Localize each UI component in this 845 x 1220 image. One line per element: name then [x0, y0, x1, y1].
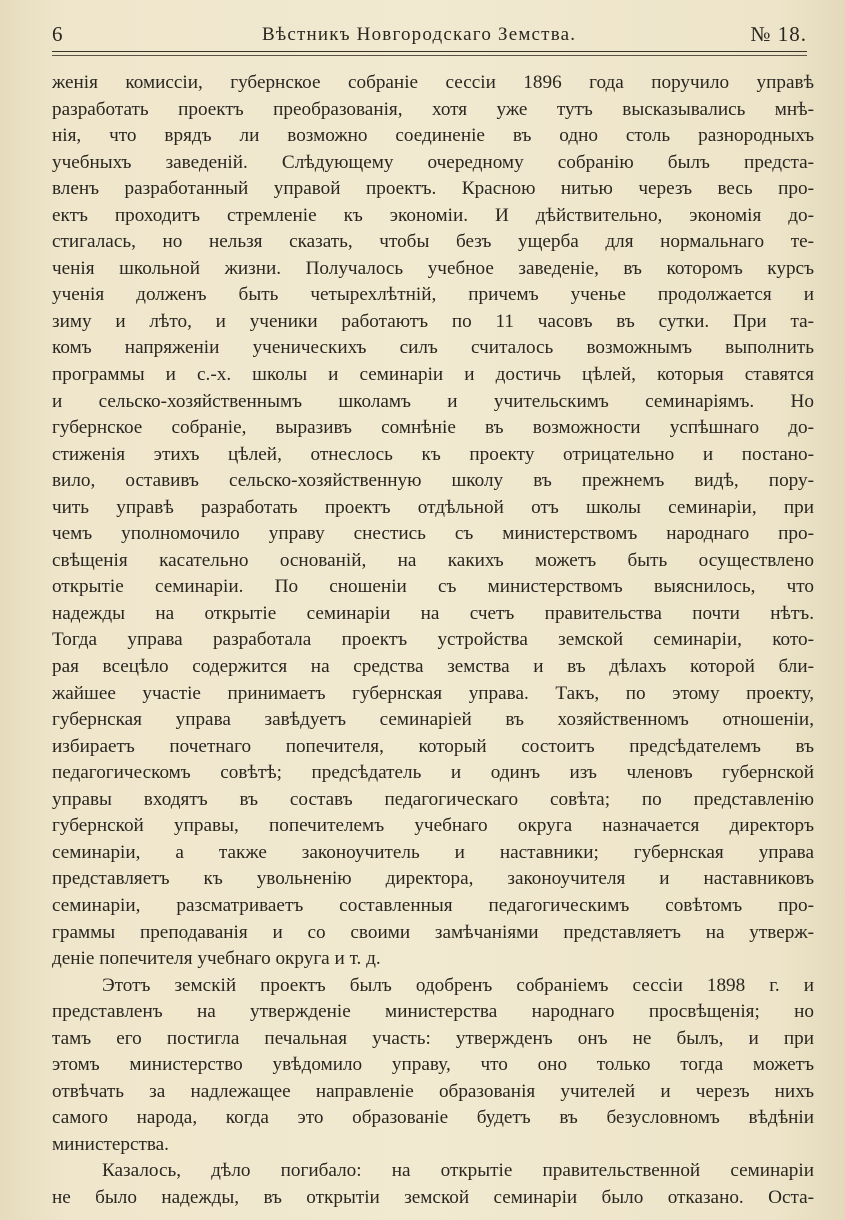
text-line: граммы преподаванія и со своими замѣчаніями представляетъ на утверж- — [52, 921, 814, 943]
text-line: педагогическомъ совѣтѣ; предсѣдатель и одинъ изъ членовъ губернской — [52, 762, 814, 784]
running-header — [52, 22, 815, 52]
body-text — [52, 70, 814, 1212]
paragraph — [52, 70, 814, 973]
header-rule — [52, 51, 807, 52]
text-line: стигалась, но нельзя сказать, чтобы безъ ущерба для нормальнаго те- — [52, 231, 814, 253]
text-line: ектъ проходитъ стремленіе къ экономіи. И дѣйствительно, экономія до- — [52, 204, 814, 226]
text-line: женія комиссіи, губернское собраніе сессіи 1896 года поручило управѣ — [52, 72, 814, 93]
text-line: открытіе семинаріи. По сношеніи съ министерствомъ выяснилось, что — [52, 576, 814, 598]
text-line: губернской управы, попечителемъ учебнаго округа назначается директоръ — [52, 815, 814, 837]
text-line: ченія школьной жизни. Получалось учебное заведеніе, въ которомъ курсъ — [52, 257, 814, 279]
journal-title: Вѣстникъ Новгородскаго Земства. — [262, 24, 577, 45]
text-line: надежды на открытіе семинаріи на счетъ правительства почти нѣтъ. — [52, 602, 814, 624]
text-line: разработать проектъ преобразованія, хотя уже тутъ высказывались мнѣ- — [52, 98, 814, 120]
text-line: тамъ его постигла печальная участь: утвержденъ онъ не былъ, и при — [52, 1027, 814, 1049]
text-line: губернская управа завѣдуетъ семинаріей въ хозяйственномъ отношеніи, — [52, 709, 814, 731]
text-line: Этотъ земскій проектъ былъ одобренъ собраніемъ сессіи 1898 г. и — [102, 974, 814, 996]
text-line: представляетъ къ увольненію директора, законоучителя и наставниковъ — [52, 868, 814, 890]
text-line: не было надежды, въ открытіи земской семинаріи было отказано. Оста- — [52, 1186, 814, 1208]
text-line: и сельско-хозяйственнымъ школамъ и учительскимъ семинаріямъ. Но — [52, 390, 814, 412]
issue-number: № 18. — [750, 22, 807, 46]
text-line: семинаріи, разсматриваетъ составленныя педагогическимъ совѣтомъ про- — [52, 894, 814, 916]
text-line: ученія долженъ быть четырехлѣтній, причемъ ученье продолжается и — [52, 284, 814, 306]
text-line: рая всецѣло содержится на средства земства и въ дѣлахъ которой бли- — [52, 656, 814, 678]
text-line: чемъ уполномочило управу снестись съ министерствомъ народнаго про- — [52, 523, 814, 545]
text-line: представленъ на утвержденіе министерства народнаго просвѣщенія; но — [52, 1001, 814, 1023]
text-line: вило, оставивъ сельско-хозяйственную школу въ прежнемъ видѣ, пору- — [52, 470, 814, 492]
text-line: Тогда управа разработала проектъ устройства земской семинаріи, кото- — [52, 629, 814, 651]
text-line: семинаріи, а также законоучитель и наставники; губернская управа — [52, 841, 814, 863]
text-line: стиженія этихъ цѣлей, отнеслось къ проекту отрицательно и постано- — [52, 443, 814, 465]
paragraph — [52, 1158, 814, 1211]
page-number: 6 — [52, 22, 63, 46]
text-line: министерства. — [52, 1133, 169, 1155]
text-line: управы входятъ въ составъ педагогическаго совѣта; по представленію — [52, 788, 814, 810]
text-line: нія, что врядъ ли возможно соединеніе въ одно столь разнородныхъ — [52, 125, 814, 147]
text-line: комъ напряженіи ученическихъ силъ считалось возможнымъ выполнить — [52, 337, 814, 359]
text-line: Казалось, дѣло погибало: на открытіе правительственной семинаріи — [102, 1160, 814, 1182]
text-line: чить управѣ разработать проектъ отдѣльной отъ школы семинаріи, при — [52, 496, 814, 518]
text-line: избираетъ почетнаго попечителя, который состоитъ предсѣдателемъ въ — [52, 735, 814, 757]
text-line: вленъ разработанный управой проектъ. Красною нитью черезъ весь про- — [52, 178, 814, 200]
text-line: этомъ министерство увѣдомило управу, что оно только тогда можетъ — [52, 1054, 814, 1076]
header-rule-thin — [52, 55, 807, 56]
text-line: деніе попечителя учебнаго округа и т. д. — [52, 948, 381, 970]
paragraph — [52, 973, 814, 1159]
text-line: жайшее участіе принимаетъ губернская управа. Такъ, по этому проекту, — [52, 682, 814, 704]
text-line: свѣщенія касательно основаній, на какихъ можетъ быть осуществлено — [52, 549, 814, 571]
text-line: самого народа, когда это образованіе будетъ въ безусловномъ вѣдѣніи — [52, 1107, 814, 1129]
text-line: учебныхъ заведеній. Слѣдующему очередному собранію былъ предста- — [52, 151, 814, 173]
text-line: программы и с.-х. школы и семинаріи и достичь цѣлей, которыя ставятся — [52, 364, 814, 386]
text-line: отвѣчать за надлежащее направленіе образованія учителей и черезъ нихъ — [52, 1080, 814, 1102]
text-line: губернское собраніе, выразивъ сомнѣніе въ возможности успѣшнаго до- — [52, 417, 814, 439]
text-line: зиму и лѣто, и ученики работаютъ по 11 часовъ въ сутки. При та- — [52, 310, 814, 332]
